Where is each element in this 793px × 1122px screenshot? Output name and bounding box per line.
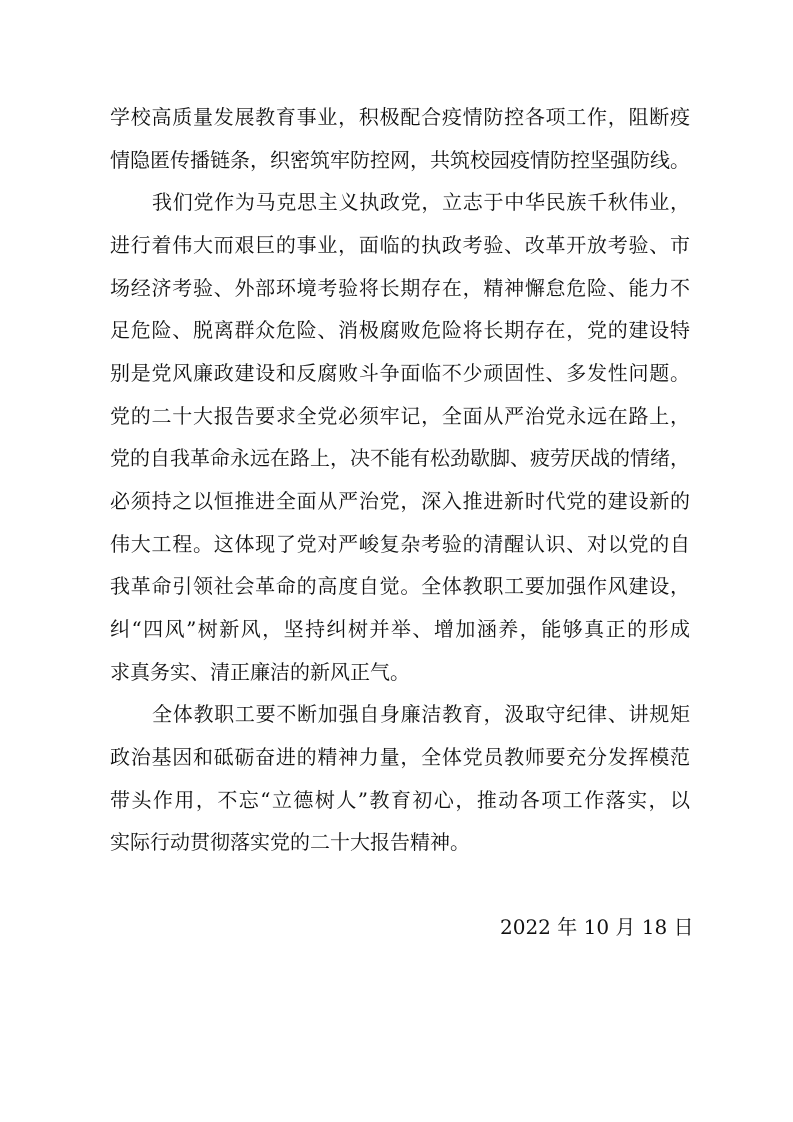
paragraph-1-line-2: 情隐匿传播链条，织密筑牢防控网，共筑校园疫情防控坚强防线。 xyxy=(110,148,690,172)
paragraph-2-line-3: 场经济考验、外部环境考验将长期存在，精神懈怠危险、能力不 xyxy=(110,276,690,300)
paragraph-3-line-2: 政治基因和砥砺奋进的精神力量，全体党员教师要充分发挥模范 xyxy=(110,745,690,769)
paragraph-3-line-4: 实际行动贯彻落实党的二十大报告精神。 xyxy=(110,830,470,854)
paragraph-3-line-1: 全体教职工要不断加强自身廉洁教育，汲取守纪律、讲规矩 xyxy=(152,702,690,726)
paragraph-3-line-3: 带头作用，不忘“立德树人”教育初心，推动各项工作落实，以 xyxy=(110,788,690,812)
paragraph-2-line-7: 党的自我革命永远在路上，决不能有松劲歇脚、疲劳厌战的情绪， xyxy=(110,446,690,470)
paragraph-2-line-12: 求真务实、清正廉洁的新风正气。 xyxy=(110,660,410,684)
paragraph-2-line-9: 伟大工程。这体现了党对严峻复杂考验的清醒认识、对以党的自 xyxy=(110,532,690,556)
paragraph-1-line-1: 学校高质量发展教育事业，积极配合疫情防控各项工作，阻断疫 xyxy=(110,105,690,129)
paragraph-2-line-6: 党的二十大报告要求全党必须牢记，全面从严治党永远在路上， xyxy=(110,404,690,428)
paragraph-2-line-4: 足危险、脱离群众危险、消极腐败危险将长期存在，党的建设特 xyxy=(110,318,690,342)
paragraph-2-line-2: 进行着伟大而艰巨的事业，面临的执政考验、改革开放考验、市 xyxy=(110,233,690,257)
paragraph-2-line-10: 我革命引领社会革命的高度自觉。全体教职工要加强作风建设， xyxy=(110,574,690,598)
paragraph-2-line-5: 别是党风廉政建设和反腐败斗争面临不少顽固性、多发性问题。 xyxy=(110,361,690,385)
paragraph-2-line-8: 必须持之以恒推进全面从严治党，深入推进新时代党的建设新的 xyxy=(110,489,690,513)
paragraph-2-line-11: 纠“四风”树新风，坚持纠树并举、增加涵养，能够真正的形成 xyxy=(110,617,690,641)
document-date: 2022 年 10 月 18 日 xyxy=(500,915,694,939)
paragraph-2-line-1: 我们党作为马克思主义执政党，立志于中华民族千秋伟业， xyxy=(152,190,690,214)
